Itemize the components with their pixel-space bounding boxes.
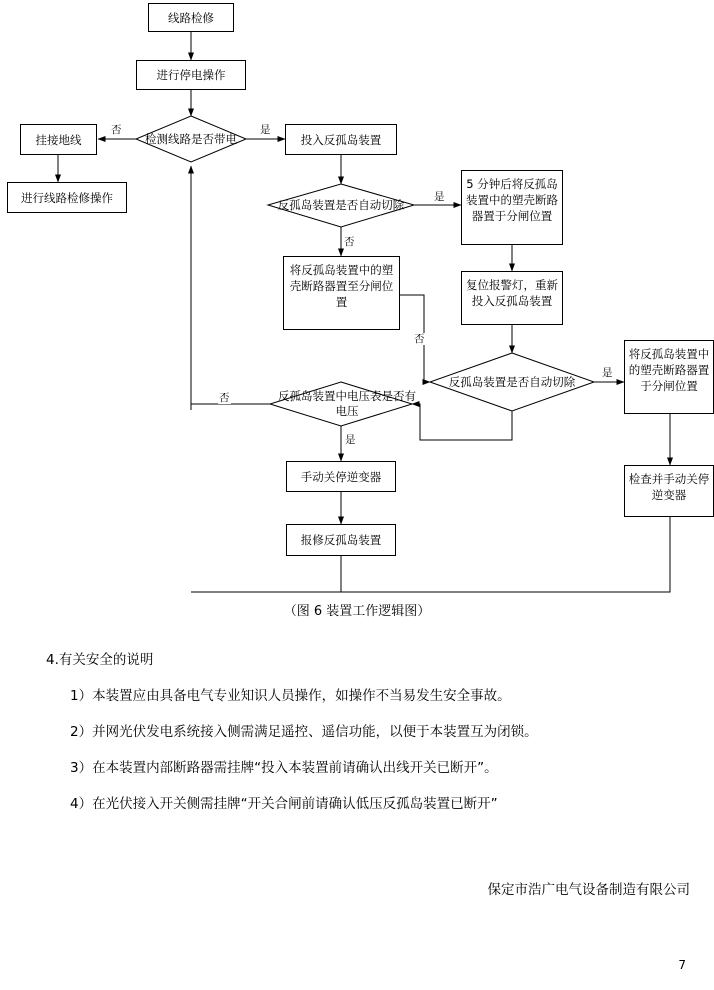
node-label: 复位报警灯，重新投入反孤岛装置 (466, 278, 558, 308)
edge-label-yes-3: 是 (602, 367, 613, 379)
decision-detect-line-live (136, 116, 246, 162)
decision-label: 反孤岛装置是否自动切除 (277, 198, 405, 212)
edge-label-no-4: 否 (219, 392, 230, 404)
node-label: 将反孤岛装置中的塑壳断路器置至分闸位置 (289, 263, 394, 309)
company-name: 保定市浩广电气设备制造有限公司 (487, 882, 690, 898)
list-item: 3）在本装置内部断路器需挂牌“投入本装置前请确认出线开关已断开”。 (70, 760, 498, 776)
list-item: 1）本装置应由具备电气专业知识人员操作，如操作不当易发生安全事故。 (70, 688, 511, 704)
decision-label: 检测线路是否带电 (145, 131, 237, 146)
node-set-breaker-open-1 (283, 256, 400, 330)
node-set-breaker-open-2 (624, 340, 714, 414)
decision-voltmeter (270, 382, 416, 426)
node-power-off-operation (136, 60, 246, 90)
decision-label: 反孤岛装置是否自动切除 (448, 374, 576, 389)
decision-auto-trip-2 (430, 353, 594, 411)
node-repair-anti-island (286, 524, 396, 556)
node-label: 报修反孤岛装置 (300, 533, 382, 547)
node-attach-ground-wire (20, 124, 97, 155)
section-title: 4.有关安全的说明 (46, 652, 154, 668)
edge-label-no-1: 否 (111, 124, 122, 136)
node-label: 投入反孤岛装置 (300, 132, 382, 147)
page-number: 7 (678, 958, 686, 972)
node-5min-open-breaker (461, 170, 563, 245)
node-engage-anti-island (285, 124, 397, 155)
decision-label: 反孤岛装置中电压表是否有电压 (278, 389, 416, 418)
node-manual-stop-inverter (286, 461, 396, 492)
node-do-line-maintenance (7, 182, 127, 213)
list-item: 4）在光伏接入开关侧需挂牌“开关合闸前请确认低压反孤岛装置已断开” (70, 796, 498, 812)
edge-label-yes-2: 是 (434, 191, 445, 203)
node-label: 线路检修 (168, 10, 214, 25)
node-label: 将反孤岛装置中的塑壳断路器置于分闸位置 (628, 347, 710, 393)
node-line-maintenance (148, 3, 234, 32)
node-check-stop-inverter (624, 465, 714, 517)
decision-auto-trip-1 (268, 184, 414, 227)
node-label: 进行停电操作 (156, 68, 226, 82)
edge-label-yes-1: 是 (260, 124, 271, 136)
list-item: 2）并网光伏发电系统接入侧需满足遥控、遥信功能，以便于本装置互为闭锁。 (70, 724, 538, 740)
node-label: 挂接地线 (35, 132, 82, 147)
edge-label-yes-4: 是 (345, 434, 356, 446)
node-label: 检查并手动关停逆变器 (628, 472, 710, 502)
edge-label-no-2: 否 (344, 236, 355, 248)
flowchart-caption: （图 6 装置工作逻辑图） (283, 604, 431, 619)
node-label: 5 分钟后将反孤岛装置中的塑壳断路器置于分闸位置 (466, 177, 558, 223)
edge-label-no-3: 否 (414, 333, 425, 345)
node-reset-alarm-reengage (461, 271, 563, 325)
node-label: 进行线路检修操作 (21, 190, 113, 205)
node-label: 手动关停逆变器 (300, 469, 382, 484)
